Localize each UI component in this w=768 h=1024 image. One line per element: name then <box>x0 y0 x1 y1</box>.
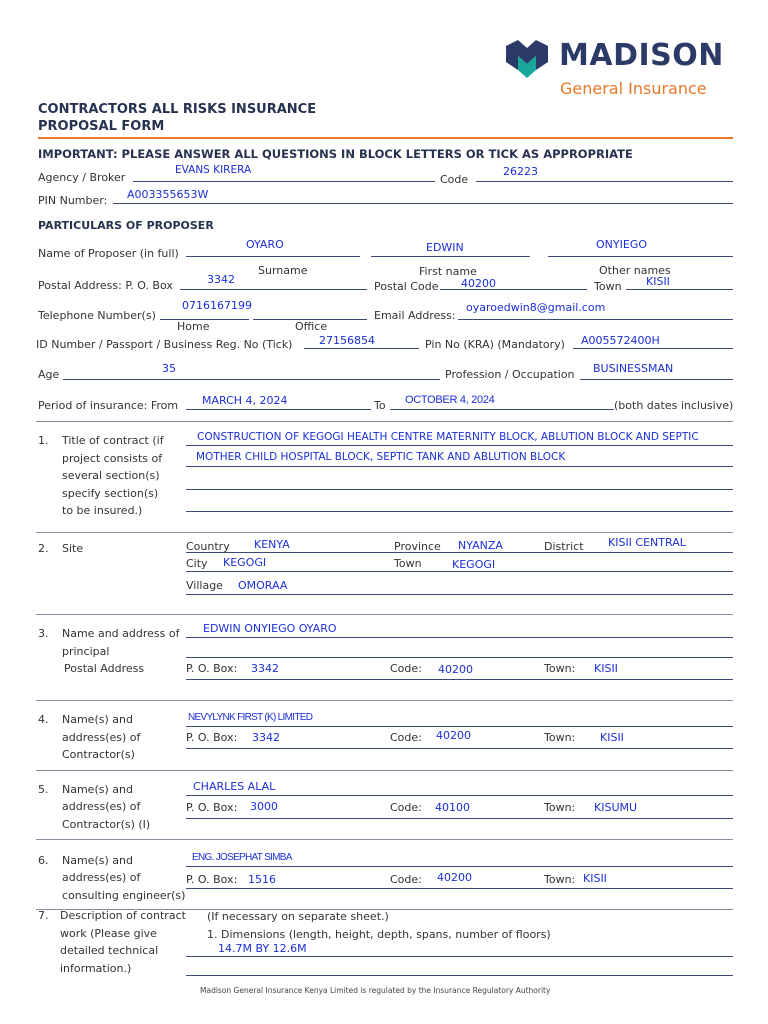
email-line <box>458 319 733 320</box>
separator <box>36 839 733 840</box>
s7-line <box>186 975 733 976</box>
s4-name-value[interactable]: NEVYLYNK FIRST (K) LIMITED <box>188 712 313 723</box>
s5-pobox-label: P. O. Box: <box>186 801 238 814</box>
s4-line <box>186 748 733 749</box>
firstname-line <box>371 256 530 257</box>
s4-line <box>186 726 733 727</box>
period-from-label: Period of insurance: From <box>38 399 179 412</box>
age-line <box>63 379 440 380</box>
town-line <box>626 289 733 290</box>
firstname-value[interactable]: EDWIN <box>426 241 464 254</box>
period-from-value[interactable]: MARCH 4, 2024 <box>202 394 288 407</box>
s3-code-label: Code: <box>390 662 422 675</box>
id-value[interactable]: 27156854 <box>319 334 375 347</box>
village-value[interactable]: OMORAA <box>238 579 288 592</box>
code-value[interactable]: 26223 <box>503 165 538 178</box>
separator <box>36 770 733 771</box>
s6-name-value[interactable]: ENG. JOSEPHAT SIMBA <box>192 852 292 863</box>
postal-value[interactable]: 3342 <box>207 273 235 286</box>
city-value[interactable]: KEGOGI <box>223 556 267 569</box>
s7-label: Description of contract <box>60 909 186 922</box>
s5-label: address(es) of <box>62 800 141 813</box>
s4-town-value[interactable]: KISII <box>600 731 624 744</box>
s2-line <box>186 571 733 572</box>
city-label: City <box>186 557 208 570</box>
s1-title-line2[interactable]: MOTHER CHILD HOSPITAL BLOCK, SEPTIC TANK AND ABLUTION BLOCK <box>196 451 566 463</box>
country-label: Country <box>186 540 230 553</box>
postal-line <box>180 289 367 290</box>
s3-name-value[interactable]: EDWIN ONYIEGO OYARO <box>203 622 337 635</box>
kra-label: Pin No (KRA) (Mandatory) <box>425 338 565 351</box>
madison-logo-icon <box>504 40 550 80</box>
s1-label: specify section(s) <box>62 487 159 500</box>
profession-value[interactable]: BUSINESSMAN <box>593 362 674 375</box>
name-label: Name of Proposer (in full) <box>38 247 179 260</box>
province-label: Province <box>394 540 441 553</box>
kra-line <box>573 348 733 349</box>
inclusive-note: (both dates inclusive) <box>614 399 734 412</box>
id-label: ID Number / Passport / Business Reg. No (Tick) <box>36 338 293 351</box>
s7-number: 7. <box>38 909 49 922</box>
agency-value[interactable]: EVANS KIRERA <box>175 164 252 176</box>
s6-number: 6. <box>38 854 49 867</box>
title-rule <box>38 137 733 139</box>
s1-line <box>186 466 733 467</box>
s7-label: detailed technical <box>60 944 159 957</box>
othernames-value[interactable]: ONYIEGO <box>596 238 647 251</box>
brand-name: MADISON <box>559 38 724 73</box>
s5-label: Contractor(s) (I) <box>62 818 151 831</box>
id-line <box>304 348 419 349</box>
firstname-caption: First name <box>419 265 477 278</box>
s5-code-value[interactable]: 40100 <box>435 801 470 814</box>
surname-value[interactable]: OYARO <box>246 238 284 251</box>
s7-line <box>186 956 733 957</box>
telephone-label: Telephone Number(s) <box>38 309 156 322</box>
s4-label: address(es) of <box>62 731 141 744</box>
s4-pobox-label: P. O. Box: <box>186 731 238 744</box>
code-line <box>476 181 733 182</box>
s1-label: several section(s) <box>62 469 160 482</box>
s4-pobox-value[interactable]: 3342 <box>252 731 280 744</box>
age-label: Age <box>38 368 60 381</box>
s1-number: 1. <box>38 434 49 447</box>
s3-number: 3. <box>38 627 49 640</box>
district-value[interactable]: KISII CENTRAL <box>608 536 686 549</box>
s5-line <box>186 818 733 819</box>
form-title-line1: CONTRACTORS ALL RISKS INSURANCE <box>38 102 317 117</box>
s7-label: work (Please give <box>60 927 157 940</box>
s5-line <box>186 795 733 796</box>
surname-line <box>186 256 360 257</box>
pin-label: PIN Number: <box>38 194 108 207</box>
s6-pobox-value[interactable]: 1516 <box>248 873 276 886</box>
s3-code-value[interactable]: 40200 <box>438 663 473 676</box>
s2-line <box>186 552 733 553</box>
s1-label: Title of contract (if <box>62 434 164 447</box>
othernames-line <box>548 256 733 257</box>
email-label: Email Address: <box>374 309 456 322</box>
s2-line <box>186 594 733 595</box>
home-caption: Home <box>177 320 210 333</box>
s6-code-value[interactable]: 40200 <box>437 871 472 884</box>
s3-town-label: Town: <box>544 662 576 675</box>
postal-code-value[interactable]: 40200 <box>461 277 496 290</box>
province-value[interactable]: NYANZA <box>458 539 503 552</box>
s5-name-value[interactable]: CHARLES ALAL <box>193 780 276 793</box>
important-note: IMPORTANT: PLEASE ANSWER ALL QUESTIONS IN BLOCK LETTERS OR TICK AS APPROPRIATE <box>38 147 633 161</box>
s5-pobox-value[interactable]: 3000 <box>250 800 278 813</box>
s1-line <box>186 445 733 446</box>
s6-line <box>186 888 733 889</box>
s4-number: 4. <box>38 713 49 726</box>
s5-town-value[interactable]: KISUMU <box>594 801 638 814</box>
s3-line <box>186 657 733 658</box>
office-caption: Office <box>295 320 328 333</box>
code-label: Code <box>440 173 469 186</box>
s6-label: consulting engineer(s) <box>62 889 186 902</box>
pin-line <box>113 203 733 204</box>
s1-label: project consists of <box>62 452 163 465</box>
s2-number: 2. <box>38 542 49 555</box>
s7-item1: 1. Dimensions (length, height, depth, spans, number of floors) <box>207 928 551 941</box>
telephone-value[interactable]: 0716167199 <box>182 299 252 312</box>
period-to-line <box>390 409 614 410</box>
village-label: Village <box>186 579 223 592</box>
surname-caption: Surname <box>258 264 308 277</box>
particulars-heading: PARTICULARS OF PROPOSER <box>38 219 214 232</box>
postal-label: Postal Address: P. O. Box <box>38 279 173 292</box>
town-value[interactable]: KISII <box>646 275 670 288</box>
period-to-label: To <box>374 399 386 412</box>
s4-label: Contractor(s) <box>62 748 135 761</box>
s6-code-label: Code: <box>390 873 422 886</box>
email-value[interactable]: oyaroedwin8@gmail.com <box>466 301 606 314</box>
s6-town-value[interactable]: KISII <box>583 872 607 885</box>
othernames-caption: Other names <box>599 264 671 277</box>
separator <box>36 614 733 615</box>
separator <box>36 532 733 533</box>
s5-label: Name(s) and <box>62 783 133 796</box>
s1-label: to be insured.) <box>62 504 143 517</box>
s7-dimensions-value[interactable]: 14.7M BY 12.6M <box>218 942 307 955</box>
s4-label: Name(s) and <box>62 713 133 726</box>
period-to-value[interactable]: OCTOBER 4, 2024 <box>405 394 495 406</box>
s3-line <box>186 637 733 638</box>
footer-note: Madison General Insurance Kenya Limited is regulated by the Insurance Regulatory Authority <box>200 986 551 995</box>
town-label: Town <box>594 280 622 293</box>
agency-line <box>133 181 435 182</box>
age-value[interactable]: 35 <box>162 362 176 375</box>
s3-pobox-label: P. O. Box: <box>186 662 238 675</box>
s1-line <box>186 489 733 490</box>
separator <box>36 700 733 701</box>
s3-line <box>186 679 733 680</box>
profession-label: Profession / Occupation <box>445 368 575 381</box>
s5-number: 5. <box>38 783 49 796</box>
s6-label: Name(s) and <box>62 854 133 867</box>
profession-line <box>580 379 733 380</box>
site-town-value[interactable]: KEGOGI <box>452 558 496 571</box>
s4-code-label: Code: <box>390 731 422 744</box>
s3-postal-label: Postal Address <box>64 662 145 675</box>
brand-tagline: General Insurance <box>560 79 707 98</box>
s3-town-value[interactable]: KISII <box>594 662 618 675</box>
site-town-label: Town <box>394 557 422 570</box>
form-title-line2: PROPOSAL FORM <box>38 119 165 134</box>
s6-town-label: Town: <box>544 873 576 886</box>
country-value[interactable]: KENYA <box>254 538 290 551</box>
s3-label: principal <box>62 645 110 658</box>
s6-pobox-label: P. O. Box: <box>186 873 238 886</box>
period-from-line <box>186 409 371 410</box>
district-label: District <box>544 540 584 553</box>
s3-pobox-value[interactable]: 3342 <box>251 662 279 675</box>
s7-note: (If necessary on separate sheet.) <box>207 910 389 923</box>
agency-label: Agency / Broker <box>38 171 126 184</box>
s5-town-label: Town: <box>544 801 576 814</box>
s7-label: information.) <box>60 962 132 975</box>
separator <box>36 421 733 422</box>
postal-code-label: Postal Code <box>374 280 439 293</box>
s2-label: Site <box>62 542 84 555</box>
s3-label: Name and address of <box>62 627 180 640</box>
s4-town-label: Town: <box>544 731 576 744</box>
s1-line <box>186 511 733 512</box>
s4-code-value[interactable]: 40200 <box>436 729 471 742</box>
kra-value[interactable]: A005572400H <box>581 334 660 347</box>
s6-label: address(es) of <box>62 871 141 884</box>
pin-value[interactable]: A003355653W <box>127 188 209 201</box>
s5-code-label: Code: <box>390 801 422 814</box>
s1-title-line1[interactable]: CONSTRUCTION OF KEGOGI HEALTH CENTRE MATERNITY BLOCK, ABLUTION BLOCK AND SEPTIC <box>197 431 699 443</box>
s6-line <box>186 866 733 867</box>
